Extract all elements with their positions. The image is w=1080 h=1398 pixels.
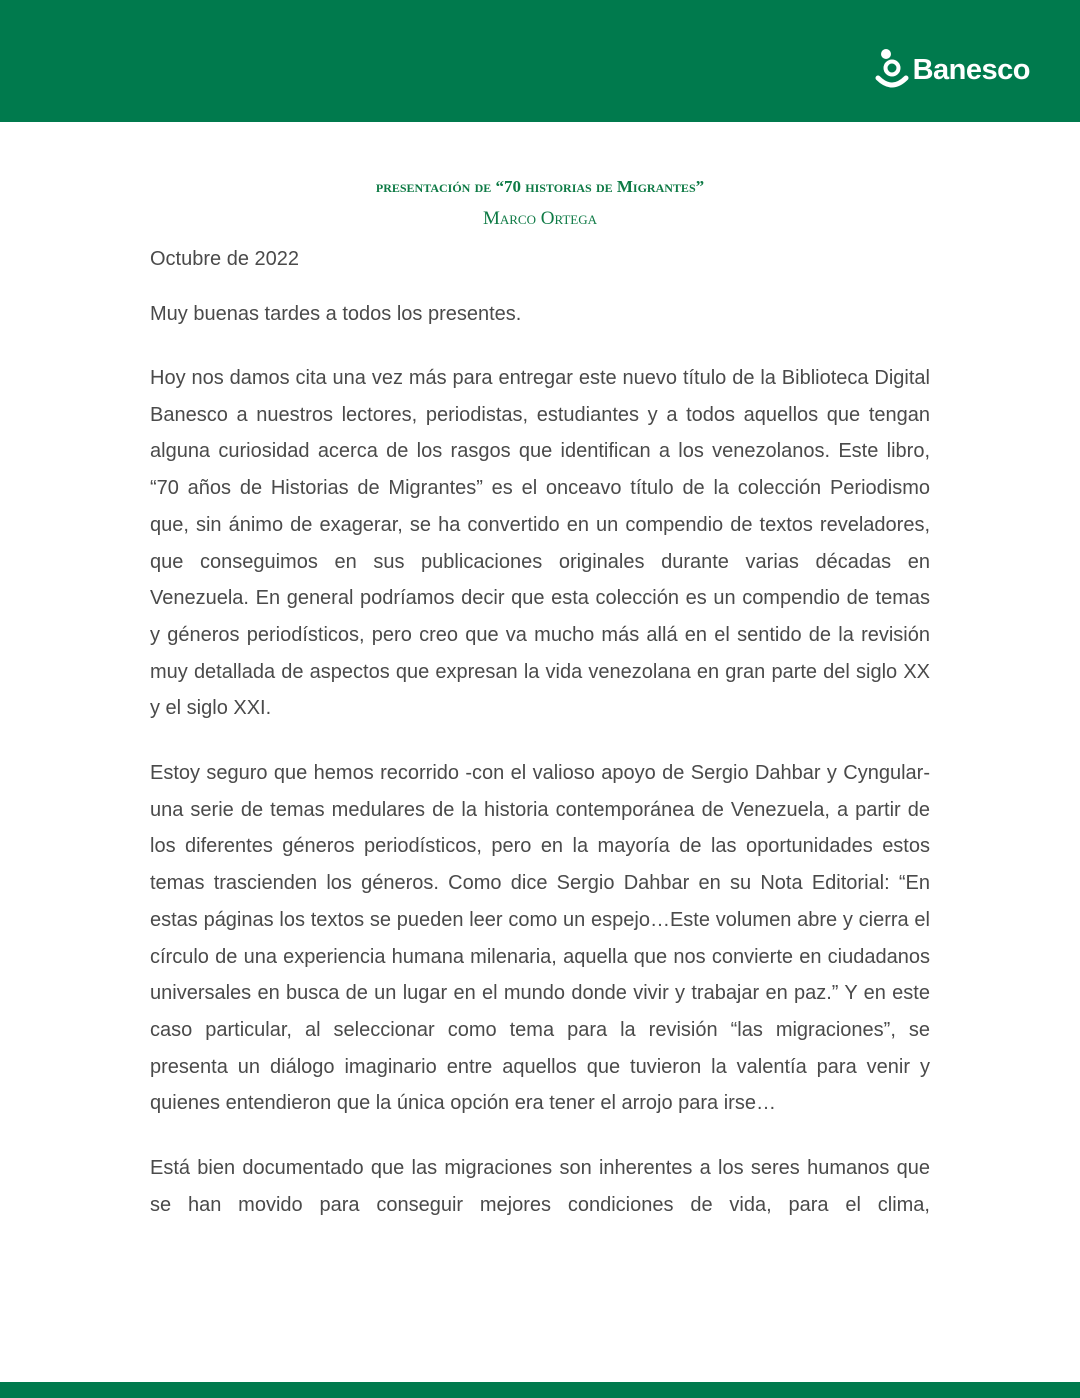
paragraph: Hoy nos damos cita una vez más para entregar este nuevo título de la Biblioteca Digital Banesco a nuestros lectores, periodistas, estudiantes y a todos aquellos que tengan alguna curiosidad acerca de los rasgos que identifican a los venezolanos. Este libro, “70 años de Historias de Migrantes” es el onceavo título de la colección Periodismo que, sin ánimo de exagerar, se ha convertido en un compendio de textos reveladores, que conseguimos en sus publicaciones originales durante varias décadas en Venezuela. En general podríamos decir que esta colección es un compendio de temas y géneros periodísticos, pero creo que va mucho más allá en el sentido de la revisión muy detallada de aspectos que expresan la vida venezolana en gran parte del siglo XX y el siglo XXI.	[150, 367, 930, 720]
banesco-logo-text: Banesco	[912, 54, 1030, 86]
greeting: Muy buenas tardes a todos los presentes.	[150, 303, 522, 325]
banesco-logo-icon	[875, 48, 909, 93]
banesco-logo[interactable]	[875, 48, 1030, 93]
document-author: Marco Ortega	[482, 208, 598, 229]
paragraph: Estoy seguro que hemos recorrido -con el valioso apoyo de Sergio Dahbar y Cyngular- una serie de temas medulares de la historia contemporánea de Venezuela, a partir de los diferentes géneros periodísticos, pero en la mayoría de las oportunidades estos temas trascienden los géneros. Como dice Sergio Dahbar en su Nota Editorial: “En estas páginas los textos se pueden leer como un espejo…Este volumen abre y cierra el círculo de una experiencia humana milenaria, aquella que nos convierte en ciudadanos universales en busca de un lugar en el mundo donde vivir y trabajar en paz.” Y en este caso particular, al seleccionar como tema para la revisión “las migraciones”, se presenta un diálogo imaginario entre aquellos que tuvieron la valentía para venir y quienes entendieron que la única opción era tener el arrojo para irse…	[150, 762, 930, 1115]
document-title: presentación de “70 historias de Migrantes”	[375, 177, 705, 196]
document-date: Octubre de 2022	[150, 248, 299, 270]
document-body	[150, 170, 930, 1223]
paragraph: Está bien documentado que las migraciones son inherentes a los seres humanos que se han movido para conseguir mejores condiciones de vida, para el clima,	[150, 1157, 930, 1216]
footer-band	[0, 1382, 1080, 1398]
header-band	[0, 0, 1080, 122]
